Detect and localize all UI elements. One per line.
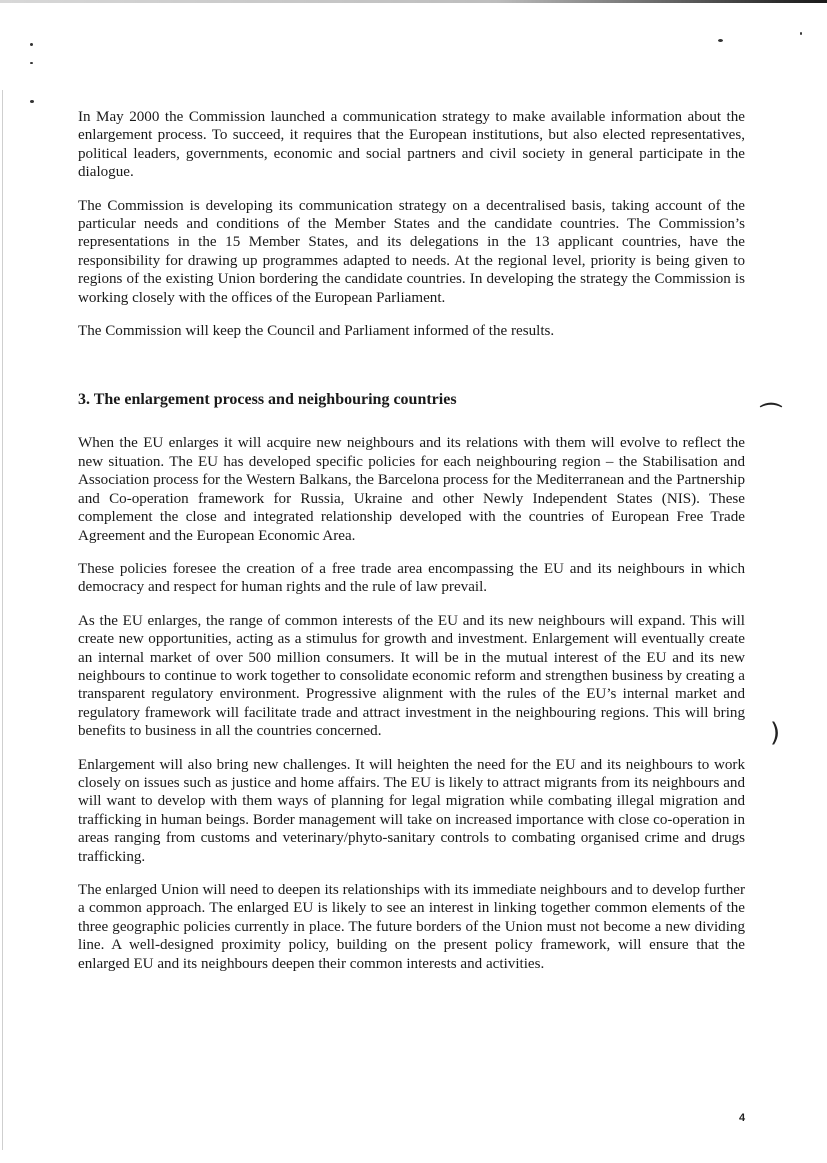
scan-speck <box>718 39 723 42</box>
body-paragraph: When the EU enlarges it will acquire new neighbours and its relations with them will evolve to reflect the new situation. The EU has developed specific policies for each neighbouring region – the Stabilisation and Association process for the Western Balkans, the Barcelona process for the Mediterranean and the Partnership and Co-operation framework for Russia, Ukraine and other Newly Independent States (NIS). These complement the close and integrated relationship developed with the countries of European Free Trade Agreement and the European Economic Area. <box>78 435 745 544</box>
body-paragraph: The enlarged Union will need to deepen its relationships with its immediate neighbours and to develop further a common approach. The enlarged EU is likely to see an interest in linking together common elements of the three geographic policies currently in place. The future borders of the Union must not become a new dividing line. A well-designed proximity policy, building on the present policy framework, will ensure that the enlarged EU and its neighbours deepen their common interests and activities. <box>78 882 745 972</box>
body-paragraph: Enlargement will also bring new challenges. It will heighten the need for the EU and its neighbours to work closely on issues such as justice and home affairs. The EU is likely to attract migrants from its neighbours and will want to develop with them ways of planning for legal migration while combating illegal migration and trafficking in human beings. Border management will take on increased importance with close co-operation in areas ranging from customs and veterinary/phyto-sanitary controls to combating organised crime and drugs trafficking. <box>78 756 745 865</box>
scan-speck <box>800 32 802 35</box>
document-body <box>78 108 745 988</box>
scan-speck <box>30 100 34 103</box>
scan-left-edge <box>2 90 3 1150</box>
scan-speck <box>30 62 33 64</box>
body-paragraph: In May 2000 the Commission launched a communication strategy to make available information about the enlargement process. To succeed, it requires that the European institutions, but also elected representatives, political leaders, governments, economic and social partners and civil society in general participate in the dialogue. <box>78 109 745 181</box>
punch-hole-mark-bottom: ) <box>770 718 781 748</box>
page-number: 4 <box>739 1112 746 1124</box>
body-paragraph: These policies foresee the creation of a free trade area encompassing the EU and its neighbours in which democracy and respect for human rights and the rule of law prevail. <box>78 560 745 596</box>
section-heading: 3. The enlargement process and neighbouring countries <box>78 391 457 409</box>
body-paragraph: As the EU enlarges, the range of common interests of the EU and its new neighbours will expand. This will create new opportunities, acting as a stimulus for growth and investment. Enlargement will eventually create an internal market of over 500 million consumers. It will be in the mutual interest of the EU and its new neighbours to continue to work together to consolidate economic reform and strengthen business by creating a transparent regulatory environment. Progressive alignment with the rules of the EU’s internal market and regulatory framework will facilitate trade and attract investment in the neighbouring regions. This will bring benefits to business in all the countries concerned. <box>78 612 745 740</box>
punch-hole-mark-top: ⌒ <box>760 403 783 428</box>
body-paragraph: The Commission will keep the Council and Parliament informed of the results. <box>78 323 555 340</box>
body-paragraph: The Commission is developing its communication strategy on a decentralised basis, taking account of the particular needs and conditions of the Member States and the candidate countries. The Commission’s representations in the 15 Member States, and its delegations in the 13 applicant countries, have the responsibility for drawing up programmes adapted to needs. At the regional level, priority is being given to regions of the existing Union bordering the candidate countries. In developing the strategy the Commission is working closely with the offices of the European Parliament. <box>78 197 745 306</box>
scan-speck <box>30 43 33 46</box>
scan-top-edge <box>0 0 827 3</box>
